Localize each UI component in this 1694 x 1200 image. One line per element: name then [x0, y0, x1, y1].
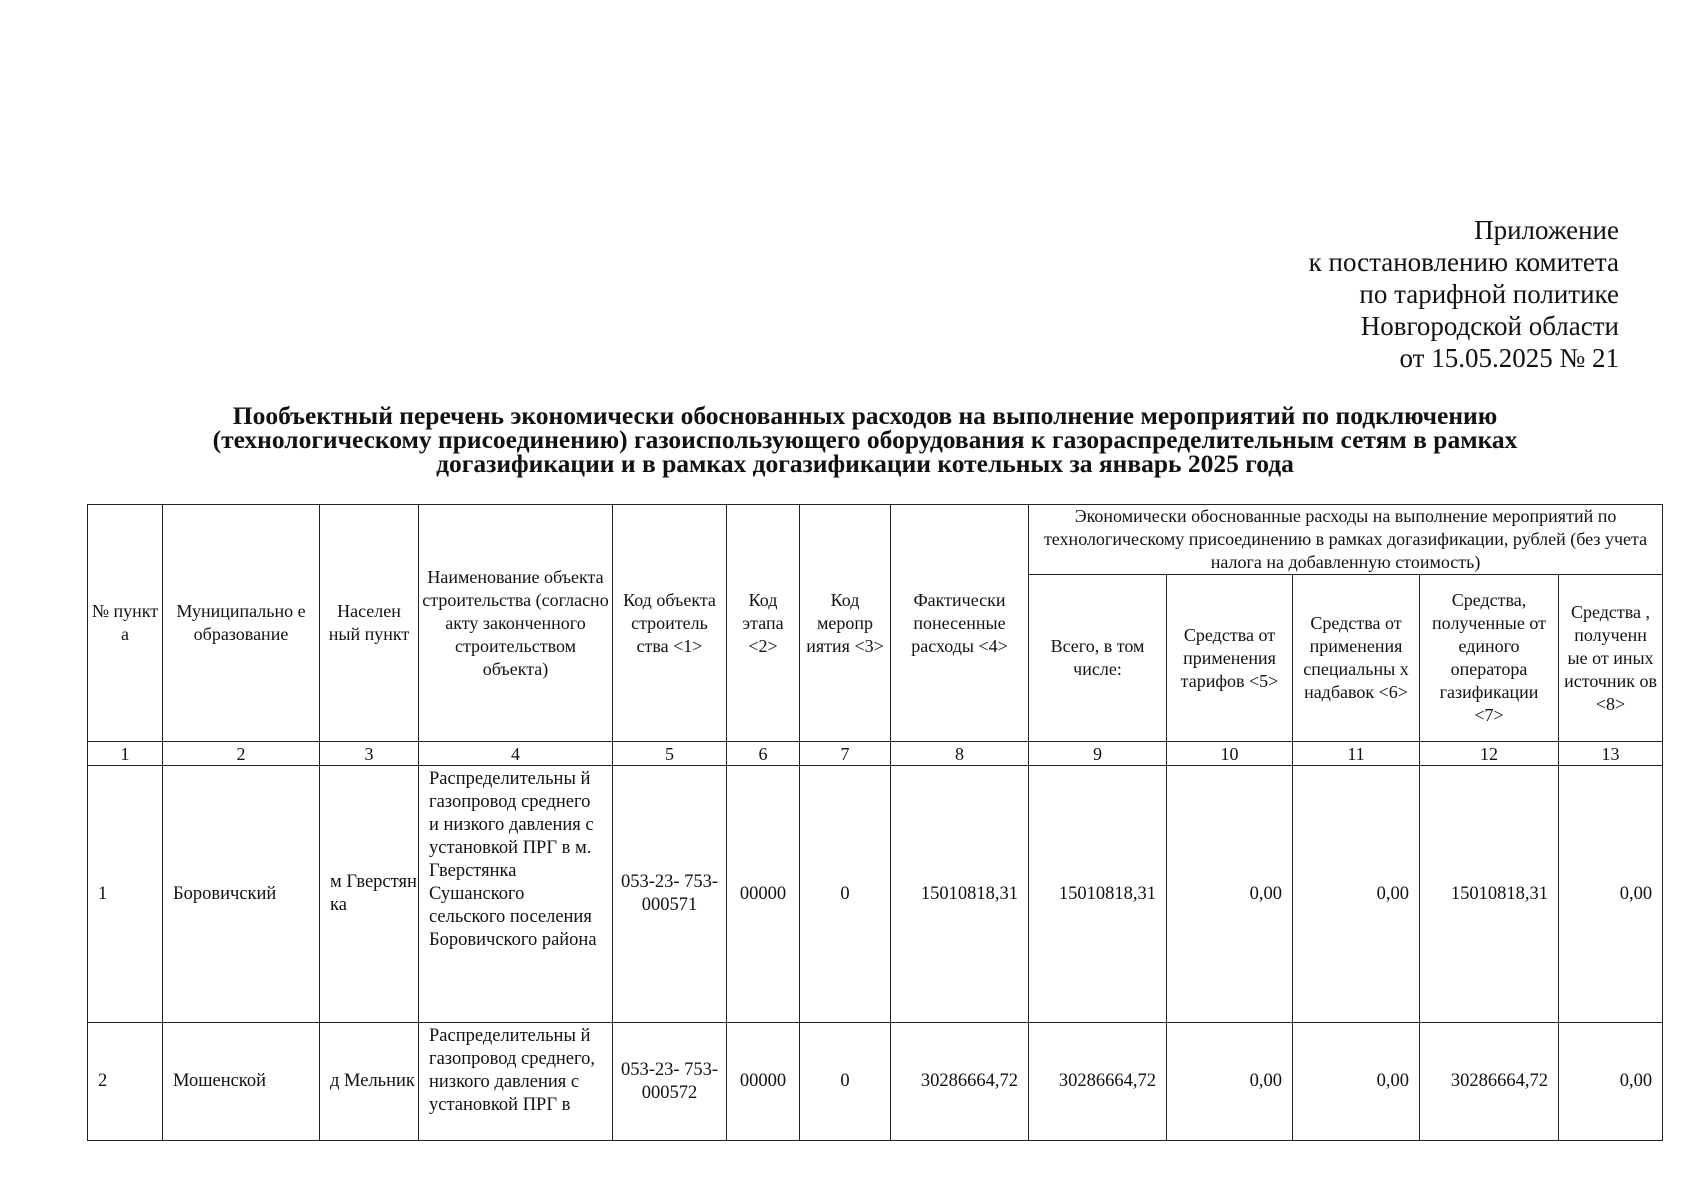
header-actual-expenses: Фактически понесенные расходы <4>: [891, 505, 1029, 742]
cell-stage-code: 00000: [727, 1023, 800, 1141]
cell-tariffs: 0,00: [1167, 766, 1293, 1023]
header-event-code: Код меропр иятия <3>: [800, 505, 891, 742]
cell-municipality: Боровичский: [163, 766, 320, 1023]
cell-item-number: 1: [88, 766, 163, 1023]
header-other-sources-rest: , полученн ые от иных источник ов <8>: [1564, 601, 1657, 714]
column-number: 10: [1167, 742, 1293, 766]
column-number: 11: [1293, 742, 1420, 766]
cell-actual-expenses: 15010818,31: [891, 766, 1029, 1023]
cell-stage-code: 00000: [727, 766, 800, 1023]
header-stage-code: Код этапа <2>: [727, 505, 800, 742]
appendix-block: [1309, 214, 1619, 374]
cell-object-code: 053-23- 753- 000571: [613, 766, 727, 1023]
document-title: [100, 401, 1630, 478]
cell-object-name: [419, 1023, 613, 1141]
header-municipality: Муниципально е образование: [163, 505, 320, 742]
column-number: 7: [800, 742, 891, 766]
cell-object-name: Распределительны й газопровод среднего и низкого давления с установкой ПРГ в м. Гверстянка Сушанского сельского поселения Боровичского района: [419, 766, 613, 1023]
title-line: Пообъектный перечень экономически обоснованных расходов на выполнение мероприятий по подключению: [232, 401, 1498, 430]
cell-surcharges: 0,00: [1293, 1023, 1420, 1141]
column-number: 1: [88, 742, 163, 766]
header-surcharges: Средства от применения специальны х надбавок <6>: [1293, 575, 1420, 742]
column-number: 6: [727, 742, 800, 766]
header-tariffs: Средства от применения тарифов <5>: [1167, 575, 1293, 742]
header-group-justified-expenses: Экономически обоснованные расходы на выполнение мероприятий по технологическому присоединению в рамках догазификации, рублей (без учета налога на добавленную стоимость): [1029, 505, 1663, 575]
cell-object-code: 053-23- 753- 000572: [613, 1023, 727, 1141]
title-line: догазификации и в рамках догазификации котельных за январь 2025 года: [436, 449, 1294, 478]
expenses-table: [87, 504, 1663, 1141]
cell-item-number: 2: [88, 1023, 163, 1141]
cell-locality: м Гверстян ка: [320, 766, 419, 1023]
column-number: 12: [1420, 742, 1559, 766]
column-number: 2: [163, 742, 320, 766]
appendix-line: к постановлению комитета: [1308, 247, 1619, 277]
cell-surcharges: 0,00: [1293, 766, 1420, 1023]
column-number: 8: [891, 742, 1029, 766]
cell-total: 15010818,31: [1029, 766, 1167, 1023]
cell-other-sources: 0,00: [1559, 766, 1663, 1023]
cell-locality: д Мельник: [320, 1023, 419, 1141]
cell-municipality: Мошенской: [163, 1023, 320, 1141]
header-object-name: Наименование объекта строительства (согласно акту законченного строительством объекта): [419, 505, 613, 742]
cell-event-code: 0: [800, 1023, 891, 1141]
column-number: 4: [419, 742, 613, 766]
column-number: 13: [1559, 742, 1663, 766]
cell-other-sources: 0,00: [1559, 1023, 1663, 1141]
cell-tariffs: 0,00: [1167, 1023, 1293, 1141]
header-item-number: № пункт а: [88, 505, 163, 742]
header-object-code: Код объекта строитель ства <1>: [613, 505, 727, 742]
cell-event-code: 0: [800, 766, 891, 1023]
header-other-sources-top: Средства: [1571, 601, 1642, 622]
header-gas-operator: Средства, полученные от единого оператора газификации <7>: [1420, 575, 1559, 742]
cell-actual-expenses: 30286664,72: [891, 1023, 1029, 1141]
header-locality: Населен ный пункт: [320, 505, 419, 742]
appendix-line: по тарифной политике: [1359, 279, 1619, 309]
cell-object-name-text: Распределительны й газопровод среднего, низкого давления с установкой ПРГ в: [429, 1026, 595, 1115]
table-row: [88, 1023, 1663, 1141]
column-number: 5: [613, 742, 727, 766]
appendix-line: Новгородской области: [1360, 311, 1619, 341]
cell-gas-operator: 30286664,72: [1420, 1023, 1559, 1141]
header-other-sources: [1559, 575, 1663, 742]
appendix-line: Приложение: [1474, 215, 1619, 245]
table-row: [88, 766, 1663, 1023]
column-number: 9: [1029, 742, 1167, 766]
header-total: Всего, в том числе:: [1029, 575, 1167, 742]
cell-total: 30286664,72: [1029, 1023, 1167, 1141]
column-number: 3: [320, 742, 419, 766]
cell-gas-operator: 15010818,31: [1420, 766, 1559, 1023]
title-line: (технологическому присоединению) газоиспользующего оборудования к газораспределительным сетям в рамках: [212, 425, 1518, 454]
appendix-line: от 15.05.2025 № 21: [1399, 343, 1619, 373]
